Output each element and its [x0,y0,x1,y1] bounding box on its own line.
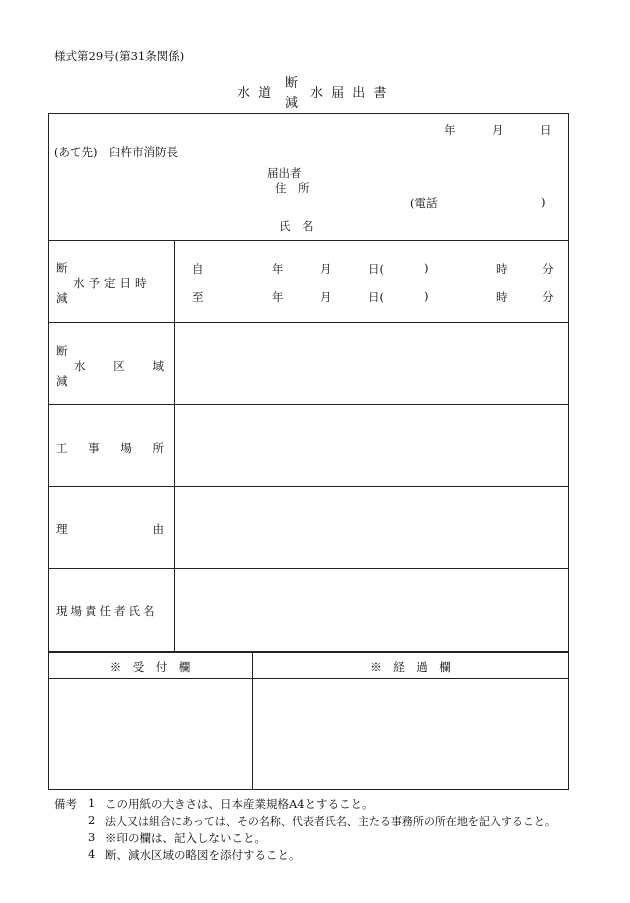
reason-label-char: 理 [56,522,68,536]
area-label-char: 域 [152,359,164,373]
reason-label [56,521,164,537]
reason-label-char: 由 [152,522,164,536]
date-month: 月 [492,123,504,137]
table-top-border [48,113,569,114]
schedule-hour: 時 [496,262,508,276]
schedule-month: 月 [320,262,332,276]
area-label-bottom: 減 [56,374,68,388]
table-left-border [48,113,49,790]
title-stacked-bottom: 減 [285,96,299,111]
schedule-day: 日( [368,262,384,276]
note-number: 3 [88,830,96,844]
note-number: 1 [88,796,96,810]
reception-header: ※ 受 付 欄 [109,660,191,674]
note-number: 4 [88,847,96,861]
table-right-border [568,113,569,790]
form-number: 様式第29号(第31条関係) [54,49,185,63]
schedule-minute: 分 [542,290,554,304]
date-year: 年 [444,123,456,137]
area-label-char: 区 [113,359,125,373]
area-label-rest [74,358,164,374]
site-label-char: 所 [152,441,164,455]
label-column-divider [174,240,175,652]
schedule-minute: 分 [542,262,554,276]
applicant-label: 届出者 [267,166,302,180]
phone-open: (電話 [410,196,438,210]
addressee: (あて先) 臼杵市消防長 [54,145,178,159]
note-number: 2 [88,813,96,827]
note-text: この用紙の大きさは、日本産業規格A4とすること。 [105,797,374,811]
schedule-hour: 時 [496,290,508,304]
schedule-from: 自 [192,262,204,276]
site-label-char: 事 [88,441,100,455]
title-stacked-top: 断 [285,76,299,91]
schedule-label-top: 断 [56,261,68,275]
schedule-label-bottom: 減 [56,291,68,305]
schedule-year: 年 [272,262,284,276]
schedule-day: 日( [368,290,384,304]
supervisor-label: 現場責任者氏名 [56,604,158,618]
note-text: 断、減水区域の略図を添付すること。 [105,848,301,862]
row-divider-double [48,651,569,653]
schedule-close: ) [424,261,429,275]
progress-header: ※ 経 過 欄 [370,660,451,674]
site-label [56,440,164,456]
schedule-to: 至 [192,290,204,304]
name-label: 氏 名 [279,219,314,233]
area-label-char: 水 [74,359,86,373]
site-label-char: 場 [120,441,132,455]
phone-close: ) [541,195,546,209]
row-divider [48,404,569,405]
date-day: 日 [540,123,552,137]
row-divider [48,322,569,323]
note-text: 法人又は組合にあっては、その名称、代表者氏名、主たる事務所の所在地を記入すること。 [105,815,556,828]
schedule-label-rest: 水予定日時 [73,276,151,290]
schedule-month: 月 [320,290,332,304]
row-divider [48,486,569,487]
row-divider [48,240,569,241]
row-divider [48,568,569,569]
title-suffix: 水 届 出 書 [310,86,389,101]
address-label: 住 所 [275,181,310,195]
table-bottom-border [48,789,569,790]
site-label-char: 工 [56,441,68,455]
row-divider [48,678,569,679]
notes-heading: 備考 [54,797,77,811]
schedule-year: 年 [272,290,284,304]
area-label-top: 断 [56,344,68,358]
note-text: ※印の欄は、記入しないこと。 [105,831,266,845]
title-prefix: 水 道 [237,86,274,101]
schedule-close: ) [424,289,429,303]
